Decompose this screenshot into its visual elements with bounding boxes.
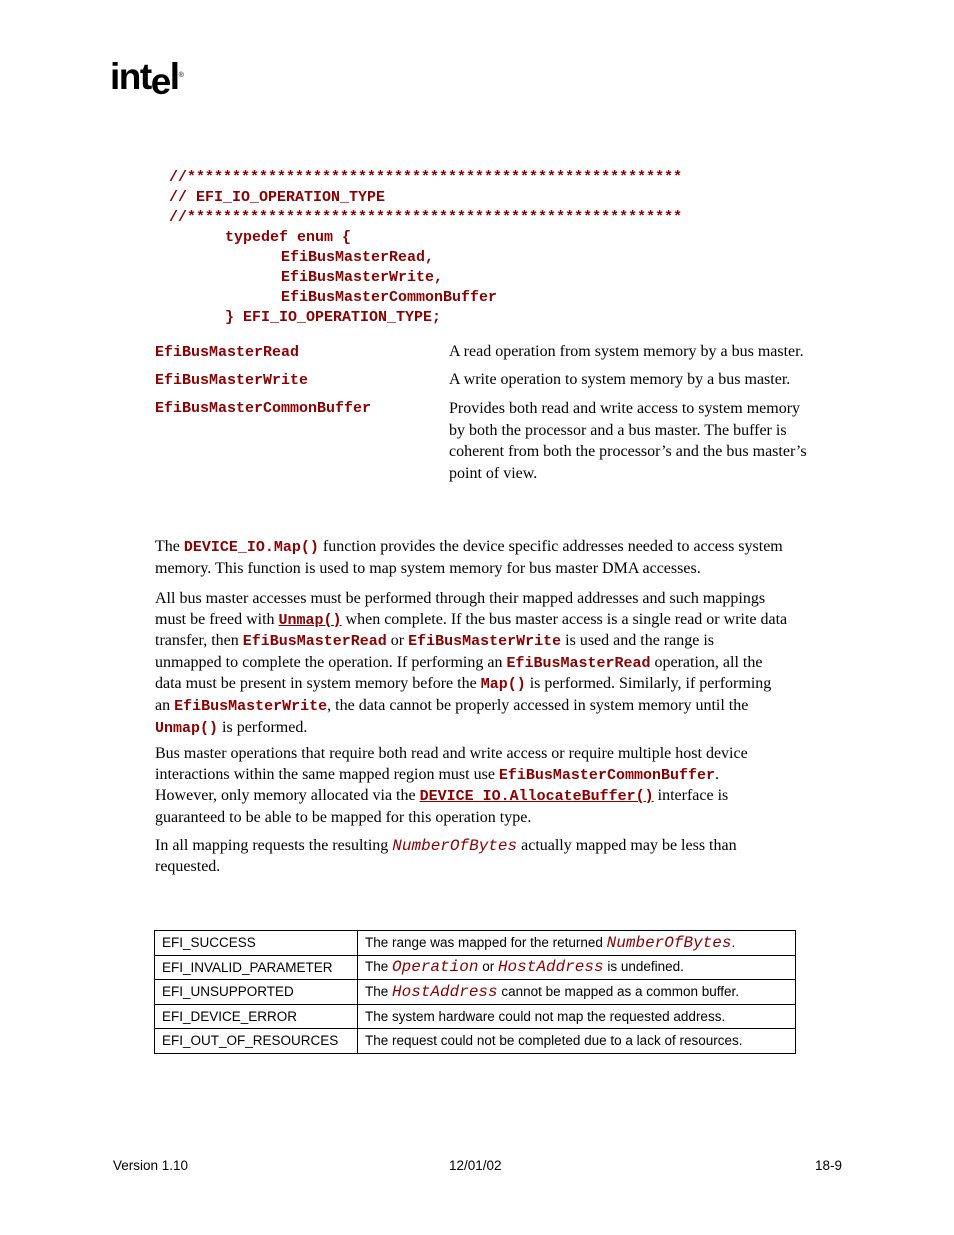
param-ref: HostAddress — [392, 982, 498, 1001]
description-paragraph — [155, 744, 748, 828]
text: operation, all the — [650, 653, 763, 671]
text: cannot be mapped as a common buffer. — [497, 983, 740, 999]
code-ref: DEVICE_IO.Map() — [183, 539, 319, 556]
definition-desc — [449, 398, 807, 484]
code-line: EfiBusMasterRead, — [281, 249, 435, 266]
definition-desc-line: point of view. — [449, 464, 538, 482]
status-code: EFI_UNSUPPORTED — [155, 980, 358, 1005]
text: or — [386, 632, 409, 650]
text: function provides the device specific addresses needed to access system — [318, 538, 783, 555]
text: interface is — [653, 787, 729, 805]
table-row — [155, 955, 796, 980]
text: In all mapping requests the resulting — [155, 837, 393, 854]
definition-term: EfiBusMasterWrite — [155, 372, 309, 389]
status-code: EFI_DEVICE_ERROR — [155, 1004, 358, 1029]
text: is performed. Similarly, if performing — [525, 675, 772, 693]
text: memory. This function is used to map system memory for bus master DMA accesses. — [155, 559, 701, 577]
text: However, only memory allocated via the — [155, 787, 420, 805]
text: is undefined. — [603, 959, 684, 975]
definition-desc-line: coherent from both the processor’s and the bus master’s — [449, 443, 807, 460]
code-ref: Map() — [480, 676, 526, 694]
text: requested. — [155, 857, 221, 875]
text: when complete. If the bus master access is a single read or write data — [341, 610, 788, 628]
code-ref: EfiBusMasterWrite — [408, 633, 562, 651]
param-ref: HostAddress — [497, 958, 604, 977]
text: All bus master accesses must be performed through their mapped addresses and such mappings — [155, 590, 766, 607]
code-line: //******************************************************* — [169, 169, 683, 186]
text: is performed. — [218, 718, 308, 736]
code-ref: EfiBusMasterRead — [506, 654, 651, 672]
definition-desc-line: by both the processor and a bus master. The buffer is — [449, 421, 787, 439]
description-paragraph — [155, 836, 737, 877]
description-paragraph — [155, 537, 783, 579]
code-ref: EfiBusMasterRead — [242, 633, 387, 651]
status-description: The system hardware could not map the requested address. — [358, 1004, 796, 1029]
text: actually mapped may be less than — [517, 837, 737, 854]
param-ref: Operation — [392, 958, 479, 977]
table-row — [155, 980, 796, 1005]
status-code: EFI_OUT_OF_RESOURCES — [155, 1029, 358, 1054]
definition-term: EfiBusMasterRead — [155, 344, 300, 361]
allocate-buffer-link[interactable]: DEVICE_IO.AllocateBuffer() — [419, 788, 654, 806]
table-row — [155, 1004, 796, 1029]
logo-text-l: l — [169, 56, 179, 97]
footer-version: Version 1.10 — [113, 1158, 189, 1173]
code-line: typedef enum { — [225, 229, 352, 246]
text: , the data cannot be properly accessed in system memory until the — [327, 696, 749, 714]
code-line: // EFI_IO_OPERATION_TYPE — [169, 189, 386, 206]
code-ref: EfiBusMasterWrite — [174, 697, 328, 715]
text: transfer, then — [155, 632, 243, 650]
logo-text: int — [110, 56, 151, 97]
status-code: EFI_INVALID_PARAMETER — [155, 955, 358, 980]
intel-logo — [110, 56, 184, 102]
code-line: } EFI_IO_OPERATION_TYPE; — [225, 309, 442, 326]
description-paragraph — [155, 589, 787, 739]
footer-page-number: 18-9 — [815, 1158, 843, 1173]
text: The — [365, 983, 393, 999]
text: guaranteed to be able to be mapped for this operation type. — [155, 808, 532, 826]
text: must be freed with — [155, 610, 279, 628]
table-row — [155, 1029, 796, 1054]
status-description: The request could not be completed due to a lack of resources. — [358, 1029, 796, 1054]
param-ref: NumberOfBytes — [392, 837, 518, 855]
logo-text-e: e — [150, 61, 170, 102]
code-line: //******************************************************* — [169, 209, 683, 226]
text: interactions within the same mapped region must use — [155, 765, 499, 783]
footer-date: 12/01/02 — [449, 1158, 502, 1173]
code-block — [169, 168, 682, 328]
text: . — [714, 765, 719, 783]
text: The range was mapped for the returned — [365, 934, 607, 950]
text: . — [731, 934, 736, 950]
text: unmapped to complete the operation. If performing an — [155, 653, 507, 671]
logo-registered-mark: ® — [178, 72, 184, 79]
text: Bus master operations that require both read and write access or require multiple host device — [155, 745, 748, 762]
code-line: EfiBusMasterCommonBuffer — [281, 289, 498, 306]
status-code: EFI_SUCCESS — [155, 931, 358, 956]
text: an — [155, 696, 175, 714]
code-ref: Unmap() — [155, 719, 219, 737]
param-ref: NumberOfBytes — [606, 933, 732, 952]
definition-desc-line: Provides both read and write access to system memory — [449, 400, 801, 417]
definition-desc: A read operation from system memory by a bus master. — [449, 343, 804, 360]
definition-term: EfiBusMasterCommonBuffer — [155, 400, 372, 417]
text: data must be present in system memory before the — [155, 675, 481, 693]
unmap-link[interactable]: Unmap() — [278, 611, 342, 629]
table-row — [155, 931, 796, 956]
text: The — [155, 538, 184, 555]
text: or — [478, 959, 498, 975]
status-description — [358, 980, 796, 1005]
status-codes-table — [154, 930, 796, 1054]
definition-desc: A write operation to system memory by a bus master. — [449, 371, 791, 388]
status-description — [358, 955, 796, 980]
text: The — [365, 959, 393, 975]
code-line: EfiBusMasterWrite, — [281, 269, 444, 286]
code-ref: EfiBusMasterCommonBuffer — [498, 766, 715, 784]
status-description — [358, 931, 796, 956]
text: is used and the range is — [561, 632, 715, 650]
